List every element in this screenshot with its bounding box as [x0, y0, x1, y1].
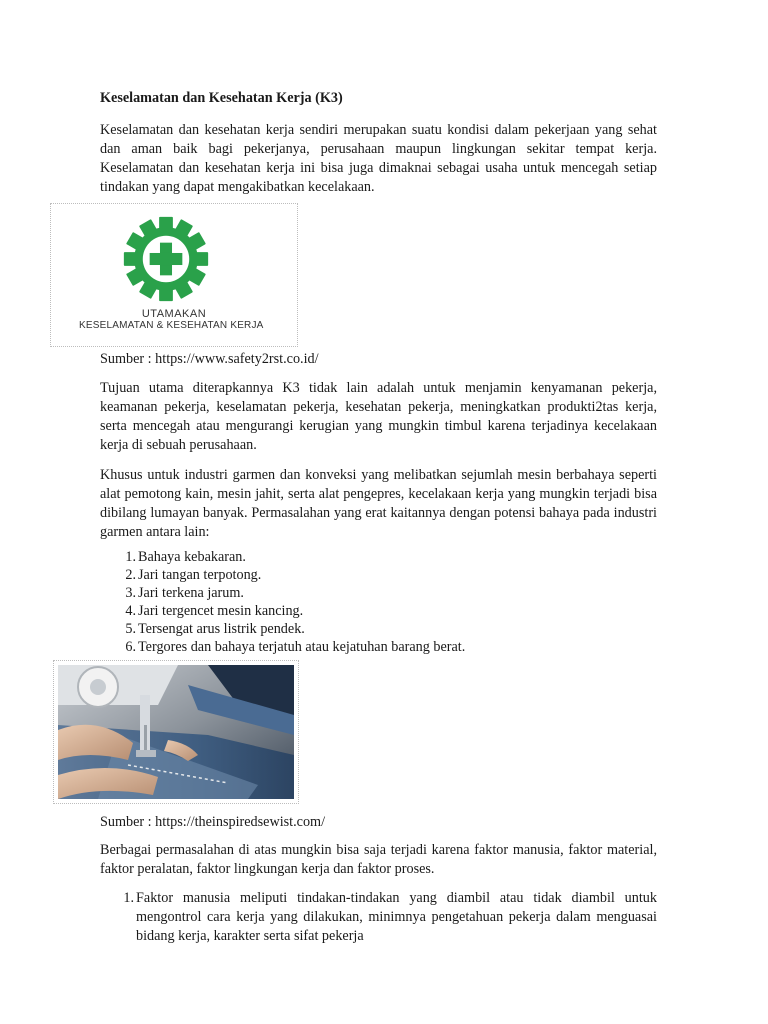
sewing-photo-image — [58, 665, 294, 799]
list-item: 1. Bahaya kebakaran. — [125, 549, 246, 565]
k3-gear-cross-icon — [123, 216, 209, 302]
logo-text-line1: UTAMAKAN — [141, 308, 207, 320]
logo-text-line2: KESELAMATAN & KESEHATAN KERJA — [79, 320, 264, 331]
factor-list — [120, 889, 657, 946]
sewing-machine-photo — [53, 660, 299, 804]
k3-logo-image — [50, 203, 298, 347]
list-item: 2. Jari tangan terpotong. — [125, 567, 262, 583]
hazard-list — [120, 548, 465, 656]
list-item: 1. Faktor manusia meliputi tindakan-tindakan yang diambil atau tidak diambil untuk mengontrol cara kerja yang dilakukan, minimnya pengetahuan pekerja dalam menguasai bidang kerja, karakter serta sifat pekerja — [123, 890, 657, 944]
source-link-sewist[interactable]: Sumber : https://theinspiredsewist.com/ — [100, 814, 326, 830]
source-link-safety[interactable]: Sumber : https://www.safety2rst.co.id/ — [100, 351, 319, 367]
list-item: 6. Tergores dan bahaya terjatuh atau kejatuhan barang berat. — [125, 639, 466, 655]
paragraph-purpose: Tujuan utama diterapkannya K3 tidak lain adalah untuk menjamin kenyamanan pekerja, keamanan pekerja, keselamatan pekerja, kesehatan pekerja, meningkatkan produkti2tas kerja, serta mencegah atau mengurangi kerugian yang mungkin timbul karena terjadinya kecelakaan kerja di sebuah perusahaan. — [100, 380, 657, 453]
list-item: 4. Jari tergencet mesin kancing. — [125, 603, 304, 619]
list-item: 3. Jari terkena jarum. — [125, 585, 244, 601]
paragraph-intro: Keselamatan dan kesehatan kerja sendiri merupakan suatu kondisi dalam pekerjaan yang sehat dan aman baik bagi pekerjanya, perusahaan maupun lingkungan sekitar tempat kerja. Keselamatan dan kesehatan kerja ini bisa juga dimaknai sebagai usaha untuk mencegah setiap tindakan yang dapat mengakibatkan kecelakaan. — [100, 122, 657, 195]
document-title: Keselamatan dan Kesehatan Kerja (K3) — [100, 90, 343, 106]
paragraph-garment: Khusus untuk industri garmen dan konveksi yang melibatkan sejumlah mesin berbahaya seperti alat pemotong kain, mesin jahit, serta alat pengepres, kecelakaan kerja yang mungkin terjadi bisa dibilang lumayan banyak. Permasalahan yang erat kaitannya dengan potensi bahaya pada industri garmen antara lain: — [100, 467, 657, 540]
list-item: 5. Tersengat arus listrik pendek. — [125, 621, 305, 637]
paragraph-factors: Berbagai permasalahan di atas mungkin bisa saja terjadi karena faktor manusia, faktor material, faktor peralatan, faktor lingkungan kerja dan faktor proses. — [100, 842, 657, 877]
